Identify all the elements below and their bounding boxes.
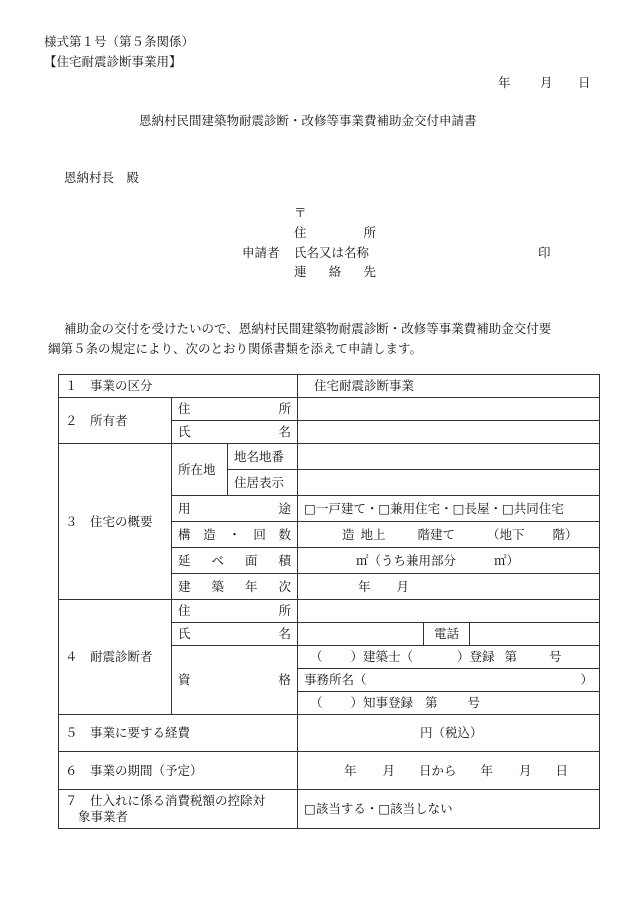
diagnostician-label: ４ 耐震診断者 [59,600,172,715]
row-house-lot [59,444,600,470]
diagnostician-address-field[interactable] [298,600,600,623]
document-title: 恩納村民間建築物耐震診断・改修等事業費補助金交付申請書 [139,113,477,128]
governor-registration-field[interactable]: （ ）知事登録 第 号 [298,692,600,715]
owner-label: ２ 所有者 [59,398,172,444]
residence-display-field[interactable] [298,470,600,496]
date-month: 月 [540,75,553,90]
tax-deduction-options[interactable]: □該当する・□該当しない [298,790,600,829]
diagnostician-address-label: 住 所 [172,600,298,623]
structure-label: 構 造 ・ 回 数 [172,522,298,548]
use-label: 用 途 [172,496,298,522]
row-tax-deduction [59,790,600,829]
business-category-value: 住宅耐震診断事業 [298,375,600,398]
applicant-role-label: 申請者 [242,245,280,260]
lot-number-field[interactable] [298,444,600,470]
row-project-cost [59,715,600,752]
project-period-field[interactable]: 年 月 日から 年 月 日 [298,752,600,790]
body-text-line1: 補助金の交付を受けたいので、恩納村民間建築物耐震診断・改修等事業費補助金交付要 [64,321,552,336]
house-overview-label: ３ 住宅の概要 [59,444,172,600]
form-number: 様式第１号（第５条関係） [44,34,195,49]
lot-number-label: 地名地番 [228,444,298,470]
owner-name-label: 氏 名 [172,421,298,444]
residence-display-label: 住居表示 [228,470,298,496]
floor-area-field[interactable]: ㎡（うち兼用部分 ㎡） [298,548,600,574]
owner-address-label: 住 所 [172,398,298,421]
use-options[interactable]: □一戸建て・□兼用住宅・□長屋・□共同住宅 [298,496,600,522]
seal-mark: 印 [538,245,551,260]
phone-label: 電話 [424,623,470,646]
date-year: 年 [498,75,511,90]
structure-field[interactable]: 造 地上 階建て （地下 階） [298,522,600,548]
floor-area-label: 延 べ 面 積 [172,548,298,574]
owner-name-field[interactable] [298,421,600,444]
body-text-line2: 綱第５条の規定により、次のとおり関係書類を添えて申請します。 [48,341,423,356]
owner-address-field[interactable] [298,398,600,421]
office-name-field[interactable]: 事務所名（ ） [298,669,600,692]
qualification-label: 資 格 [172,646,298,715]
phone-field[interactable] [470,623,600,646]
addressee: 恩納村長 殿 [64,170,140,185]
application-table [58,374,600,829]
built-year-field[interactable]: 年 月 [298,574,600,600]
row-diagnostician-address [59,600,600,623]
location-label: 所在地 [172,444,228,496]
business-category-label: １ 事業の区分 [59,375,298,398]
row-owner-address [59,398,600,421]
built-year-label: 建 築 年 次 [172,574,298,600]
date-day: 日 [578,75,591,90]
diagnostician-name-field[interactable] [298,623,424,646]
postal-mark: 〒 [294,205,307,220]
project-period-label: ６ 事業の期間（予定） [59,752,298,790]
tax-deduction-label: ７ 仕入れに係る消費税額の控除対 象事業者 [59,790,298,829]
applicant-name-label: 氏名又は名称 [294,245,370,260]
project-cost-field[interactable]: 円（税込） [298,715,600,752]
diagnostician-name-label: 氏 名 [172,623,298,646]
applicant-address-label: 住 所 [294,225,376,240]
form-type-label: 【住宅耐震診断事業用】 [44,54,182,69]
row-project-period [59,752,600,790]
row-business-category [59,375,600,398]
qualification-architect-field[interactable]: （ ）建築士（ ）登録 第 号 [298,646,600,669]
applicant-contact-label: 連 絡 先 [294,264,376,279]
project-cost-label: ５ 事業に要する経費 [59,715,298,752]
